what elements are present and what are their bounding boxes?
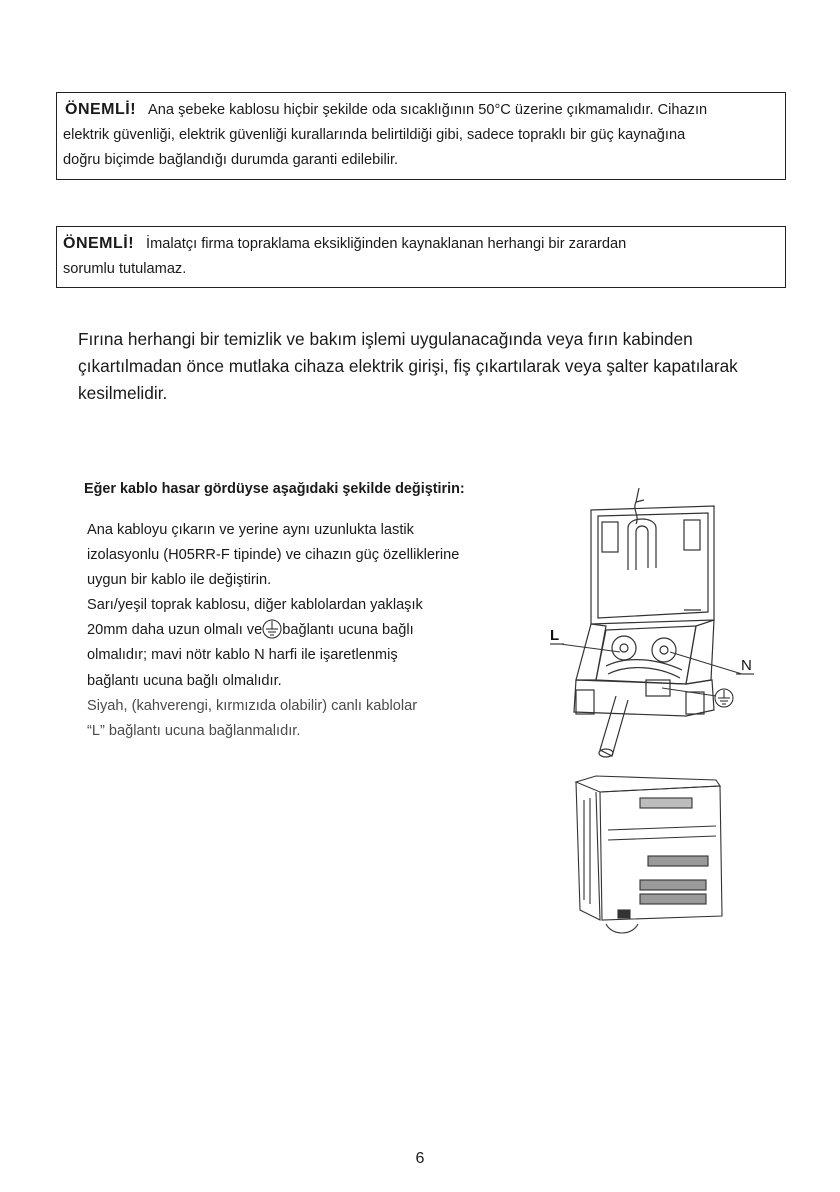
notice-label: ÖNEMLİ! (63, 235, 135, 252)
paragraph-line: çıkartılmadan önce mutlaka cihaza elektrik girişi, fiş çıkartılarak veya şalter kapatılarak (78, 356, 738, 376)
oven-rear-icon (576, 776, 722, 933)
cable-replacement-steps (87, 518, 527, 744)
notice-line: ÖNEMLİ! İmalatçı firma topraklama eksikliğinden kaynaklanan herhangi bir zarardan (63, 235, 627, 252)
notice-line: ÖNEMLİ! Ana şebeke kablosu hiçbir şekilde oda sıcaklığının 50°C üzerine çıkmamalıdır. Cihazın (65, 101, 708, 118)
cable-replacement-heading: Eğer kablo hasar gördüyse aşağıdaki şekilde değiştirin: (84, 481, 465, 497)
cable-connection-figure (536, 480, 806, 950)
step-line: izolasyonlu (H05RR-F tipinde) ve cihazın güç özelliklerine (87, 547, 460, 564)
ground-symbol-icon (262, 619, 282, 639)
terminal-block-icon (574, 488, 714, 757)
step-line: “L” bağlantı ucuna bağlanmalıdır. (87, 722, 301, 739)
step-line: Ana kabloyu çıkarın ve yerine aynı uzunlukta lastik (87, 522, 414, 538)
paragraph-line: kesilmelidir. (78, 383, 168, 403)
notice-line: sorumlu tutulamaz. (63, 261, 187, 277)
label-live: L (550, 627, 560, 644)
step-line: 20mm daha uzun olmalı ve bağlantı ucuna bağlı (87, 618, 527, 643)
maintenance-paragraph (78, 326, 790, 407)
step-line: Sarı/yeşil toprak kablosu, diğer kablolardan yaklaşık (87, 597, 423, 614)
notice-line: elektrik güvenliği, elektrik güvenliği kurallarında belirtildiği gibi, sadece topraklı bir güç kaynağına (63, 127, 686, 143)
label-neutral: N (741, 657, 752, 674)
notice-line: doğru biçimde bağlandığı durumda garanti edilebilir. (63, 152, 399, 168)
step-line: bağlantı ucuna bağlı olmalıdır. (87, 672, 282, 689)
step-line: uygun bir kablo ile değiştirin. (87, 572, 272, 589)
step-line: Siyah, (kahverengi, kırmızıda olabilir) canlı kablolar (87, 697, 418, 714)
notice-important-temperature (56, 92, 786, 180)
page-number: 6 (415, 1150, 425, 1167)
paragraph-line: Fırına herhangi bir temizlik ve bakım işlemi uygulanacağında veya fırın kabinden (78, 329, 693, 349)
ground-symbol-icon (662, 688, 733, 707)
notice-label: ÖNEMLİ! (65, 101, 137, 118)
step-line: olmalıdır; mavi nötr kablo N harfi ile işaretlenmiş (87, 647, 398, 664)
notice-important-grounding (56, 226, 786, 288)
